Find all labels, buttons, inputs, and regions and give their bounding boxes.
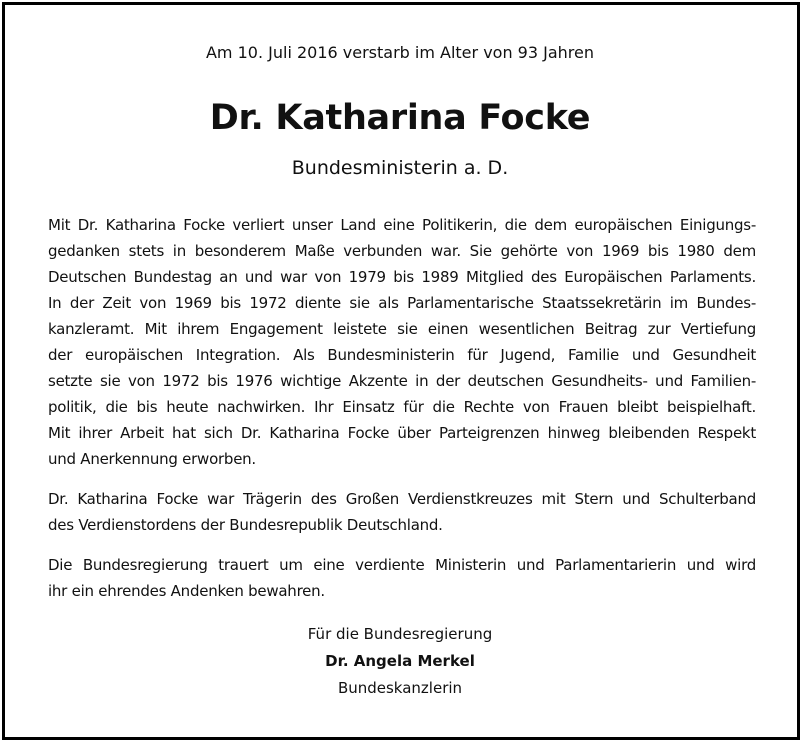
signature-block [0, 621, 800, 702]
text-line: ihr ein ehrendes Andenken bewahren. [48, 582, 325, 600]
deceased-name: Dr. Katharina Focke [209, 98, 591, 138]
deceased-role: Bundesministerin a. D. [291, 157, 509, 179]
paragraph-spacer [48, 538, 756, 552]
notice-body [48, 212, 756, 604]
signature-on-behalf: Für die Bundesregierung [307, 625, 493, 643]
paragraph-tribute [48, 212, 756, 472]
text-line: kanzleramt. Mit ihrem Engagement leistete sie einen wesentlichen Beitrag zur Vertiefung [48, 320, 756, 338]
text-line: gedanken stets in besonderem Maße verbunden war. Sie gehörte von 1969 bis 1980 dem [48, 242, 756, 260]
signature-title: Bundeskanzlerin [337, 679, 463, 697]
text-line: setzte sie von 1972 bis 1976 wichtige Akzente in der deutschen Gesundheits- und Familien- [48, 372, 756, 390]
text-line: der europäischen Integration. Als Bundesministerin für Jugend, Familie und Gesundheit [48, 346, 756, 364]
intro-line: Am 10. Juli 2016 verstarb im Alter von 93 Jahren [205, 43, 594, 62]
text-line: In der Zeit von 1969 bis 1972 diente sie als Parlamentarische Staatssekretärin im Bundes- [48, 294, 756, 312]
text-line: Mit Dr. Katharina Focke verliert unser Land eine Politikerin, die dem europäischen Einigungs- [48, 216, 756, 234]
text-line: politik, die bis heute nachwirken. Ihr Einsatz für die Rechte von Frauen bleibt beispielhaft. [48, 398, 756, 416]
paragraph-honors [48, 486, 756, 538]
paragraph-spacer [48, 472, 756, 486]
text-line: des Verdienstordens der Bundesrepublik Deutschland. [48, 516, 443, 534]
text-line: Mit ihrer Arbeit hat sich Dr. Katharina Focke über Parteigrenzen hinweg bleibenden Respekt [48, 424, 756, 442]
text-line: Deutschen Bundestag an und war von 1979 bis 1989 Mitglied des Europäischen Parlaments. [48, 268, 756, 286]
paragraph-mourning [48, 552, 756, 604]
text-line: Dr. Katharina Focke war Trägerin des Großen Verdienstkreuzes mit Stern und Schulterband [48, 490, 756, 508]
signature-signer: Dr. Angela Merkel [325, 652, 475, 670]
text-line: Die Bundesregierung trauert um eine verdiente Ministerin und Parlamentarierin und wird [48, 556, 756, 574]
text-line: und Anerkennung erworben. [48, 450, 256, 468]
